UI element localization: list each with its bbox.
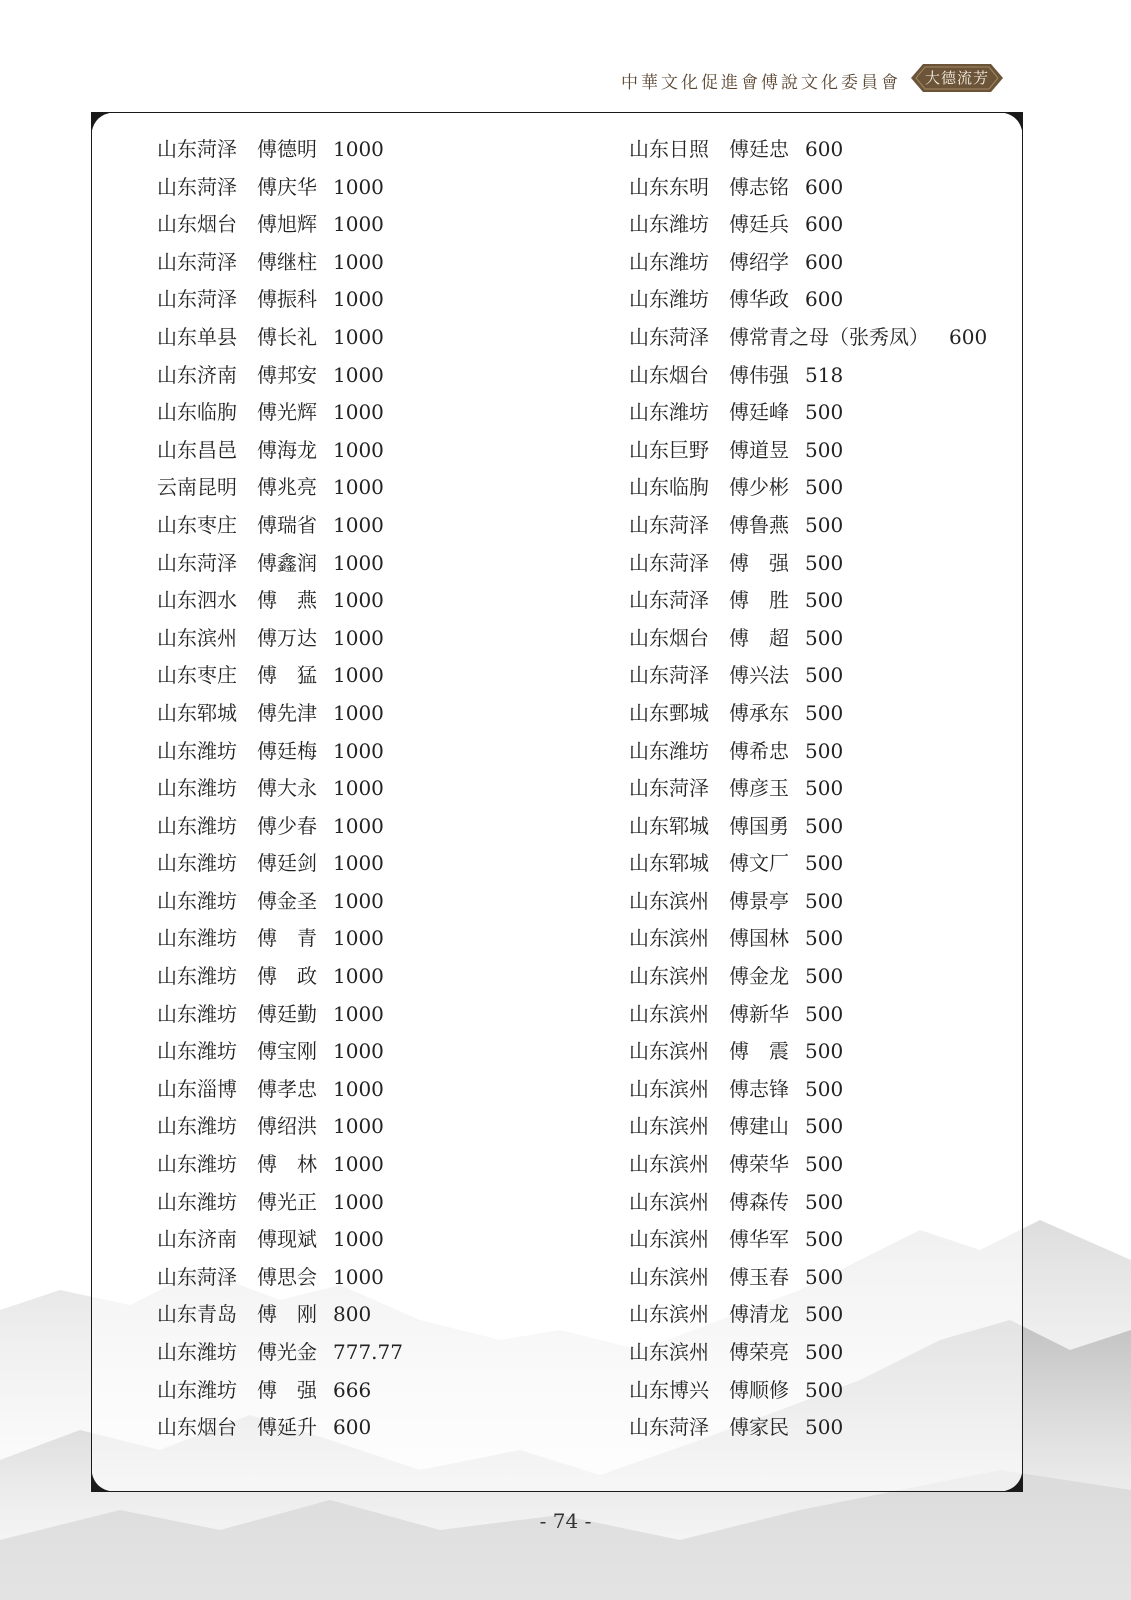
- list-item: 山东烟台 傅延升 600: [157, 1415, 372, 1440]
- list-item: 山东滨州 傅华军 500: [629, 1227, 844, 1252]
- list-item: 山东菏泽 傅鑫润 1000: [157, 550, 384, 575]
- list-item: 山东临朐 傅光辉 1000: [157, 400, 384, 425]
- list-item: 山东潍坊 傅绍学 600: [629, 249, 844, 274]
- donor-list-right: [629, 131, 987, 1447]
- list-item: 山东潍坊 傅 林 1000: [157, 1152, 384, 1177]
- list-item: 山东菏泽 傅 强 500: [629, 550, 844, 575]
- list-item: 山东滨州 傅荣华 500: [629, 1152, 844, 1177]
- list-item: 山东滨州 傅金龙 500: [629, 964, 844, 989]
- list-item: 山东滨州 傅景亭 500: [629, 888, 844, 913]
- list-item: 山东烟台 傅 超 500: [629, 625, 844, 650]
- list-item: 山东菏泽 傅家民 500: [629, 1415, 844, 1440]
- list-item: 山东泗水 傅 燕 1000: [157, 588, 384, 613]
- list-item: 山东潍坊 傅廷剑 1000: [157, 851, 384, 876]
- list-item: 山东潍坊 傅宝刚 1000: [157, 1039, 384, 1064]
- list-item: 山东潍坊 傅 政 1000: [157, 964, 384, 989]
- list-item: 山东郓城 傅先津 1000: [157, 700, 384, 725]
- list-item: 云南昆明 傅兆亮 1000: [157, 475, 384, 500]
- list-item: 山东潍坊 傅华政 600: [629, 287, 844, 312]
- list-item: 山东潍坊 傅绍洪 1000: [157, 1114, 384, 1139]
- list-item: 山东滨州 傅国林 500: [629, 926, 844, 951]
- list-item: 山东淄博 傅孝忠 1000: [157, 1076, 384, 1101]
- list-item: 山东菏泽 傅德明 1000: [157, 137, 384, 161]
- header-badge: [909, 62, 1005, 94]
- list-item: 山东东明 傅志铭 600: [629, 174, 844, 199]
- list-item: 山东滨州 傅清龙 500: [629, 1302, 844, 1327]
- list-item: 山东菏泽 傅振科 1000: [157, 287, 384, 312]
- list-item: 山东鄄城 傅承东 500: [629, 700, 844, 725]
- list-item: 山东菏泽 傅常青之母（张秀凤） 600: [629, 324, 988, 349]
- list-item: 山东潍坊 傅廷梅 1000: [157, 738, 384, 763]
- page-header: [0, 62, 1131, 102]
- list-item: 山东济南 傅现斌 1000: [157, 1227, 384, 1252]
- list-item: 山东潍坊 傅廷勤 1000: [157, 1001, 384, 1026]
- list-item: 山东郓城 傅国勇 500: [629, 813, 844, 838]
- list-item: 山东潍坊 傅 强 666: [157, 1377, 372, 1402]
- list-item: 山东滨州 傅建山 500: [629, 1114, 844, 1139]
- list-item: 山东滨州 傅森传 500: [629, 1189, 844, 1214]
- list-item: 山东博兴 傅顺修 500: [629, 1377, 844, 1402]
- list-item: 山东潍坊 傅少春 1000: [157, 813, 384, 838]
- list-item: 山东滨州 傅志锋 500: [629, 1076, 844, 1101]
- list-item: 山东潍坊 傅廷兵 600: [629, 212, 844, 237]
- list-item: 山东临朐 傅少彬 500: [629, 475, 844, 500]
- list-item: 山东潍坊 傅 青 1000: [157, 926, 384, 951]
- donor-list-left: [157, 131, 403, 1447]
- list-item: 山东菏泽 傅 胜 500: [629, 588, 844, 613]
- list-item: 山东昌邑 傅海龙 1000: [157, 437, 384, 462]
- header-badge-text: 大德流芳: [924, 69, 989, 87]
- list-item: 山东枣庄 傅 猛 1000: [157, 663, 384, 688]
- list-item: 山东滨州 傅 震 500: [629, 1039, 844, 1064]
- list-item: 山东菏泽 傅继柱 1000: [157, 249, 384, 274]
- list-item: 山东烟台 傅旭辉 1000: [157, 212, 384, 237]
- list-item: 山东滨州 傅玉春 500: [629, 1264, 844, 1289]
- list-item: 山东潍坊 傅廷峰 500: [629, 400, 844, 425]
- list-item: 山东潍坊 傅光金 777.77: [157, 1340, 403, 1364]
- list-item: 山东枣庄 傅瑞省 1000: [157, 512, 384, 537]
- list-item: 山东单县 傅长礼 1000: [157, 324, 384, 349]
- list-item: 山东潍坊 傅光正 1000: [157, 1189, 384, 1214]
- page-number: - 74 -: [539, 1509, 592, 1533]
- header-title: 中華文化促進會傅說文化委員會: [621, 73, 901, 93]
- list-item: 山东潍坊 傅希忠 500: [629, 738, 844, 763]
- list-item: 山东潍坊 傅大永 1000: [157, 776, 384, 801]
- list-item: 山东菏泽 傅彦玉 500: [629, 776, 844, 801]
- list-item: 山东菏泽 傅鲁燕 500: [629, 512, 844, 537]
- list-item: 山东济南 傅邦安 1000: [157, 362, 384, 387]
- list-item: 山东滨州 傅荣亮 500: [629, 1340, 844, 1364]
- list-item: 山东烟台 傅伟强 518: [629, 362, 844, 387]
- list-item: 山东日照 傅廷忠 600: [629, 137, 844, 161]
- list-item: 山东滨州 傅新华 500: [629, 1001, 844, 1026]
- list-item: 山东巨野 傅道昱 500: [629, 437, 844, 462]
- list-item: 山东潍坊 傅金圣 1000: [157, 888, 384, 913]
- list-item: 山东菏泽 傅思会 1000: [157, 1264, 384, 1289]
- list-item: 山东菏泽 傅庆华 1000: [157, 174, 384, 199]
- list-item: 山东青岛 傅 刚 800: [157, 1302, 372, 1327]
- list-item: 山东郓城 傅文厂 500: [629, 851, 844, 876]
- list-item: 山东滨州 傅万达 1000: [157, 625, 384, 650]
- list-item: 山东菏泽 傅兴法 500: [629, 663, 844, 688]
